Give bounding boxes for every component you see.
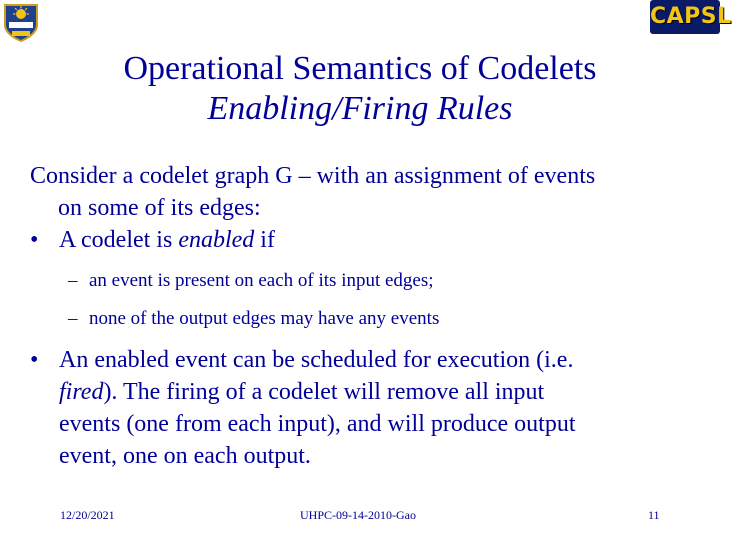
sub-bullet-text: an event is present on each of its input edges; [89, 270, 434, 291]
bullet-firing-line-1: An enabled event can be scheduled for execution (i.e. [59, 347, 574, 373]
bullet-firing-line-4: event, one on each output. [59, 443, 311, 469]
university-crest-logo [2, 3, 40, 43]
capsl-logo [650, 0, 732, 34]
bullet-enabled-prefix: A codelet is [59, 227, 179, 253]
bullet-firing [30, 344, 710, 472]
sub-bullet-output-edges [30, 306, 710, 331]
footer-date: 12/20/2021 [60, 508, 115, 522]
bullet-firing-line-3: events (one from each input), and will produce output [59, 411, 576, 437]
footer-center: UHPC-09-14-2010-Gao [300, 508, 416, 522]
bullet-enabled [30, 224, 710, 256]
bullet-enabled-suffix: if [254, 227, 275, 253]
slide-number: 11 [648, 508, 660, 522]
sub-bullet-input-edges [30, 268, 710, 293]
title-line-1: Operational Semantics of Codelets [123, 50, 597, 87]
intro-paragraph [30, 160, 710, 224]
bullet-firing-emph: fired [59, 379, 104, 405]
bullet-marker: • [30, 347, 39, 373]
bullet-firing-line-2: ). The firing of a codelet will remove all input [103, 379, 545, 405]
title-line-2: Enabling/Firing Rules [207, 90, 513, 127]
intro-line-1: Consider a codelet graph G – with an assignment of events [30, 163, 596, 189]
bullet-enabled-emph: enabled [178, 227, 255, 253]
dash-marker: – [68, 270, 78, 291]
bullet-marker: • [30, 227, 39, 253]
intro-line-2: on some of its edges: [58, 195, 261, 221]
dash-marker: – [68, 308, 78, 329]
capsl-logo-text: CAPSL [650, 4, 732, 29]
slide-title [0, 49, 720, 129]
slide-body [30, 160, 710, 472]
sub-bullet-text: none of the output edges may have any events [89, 308, 440, 329]
